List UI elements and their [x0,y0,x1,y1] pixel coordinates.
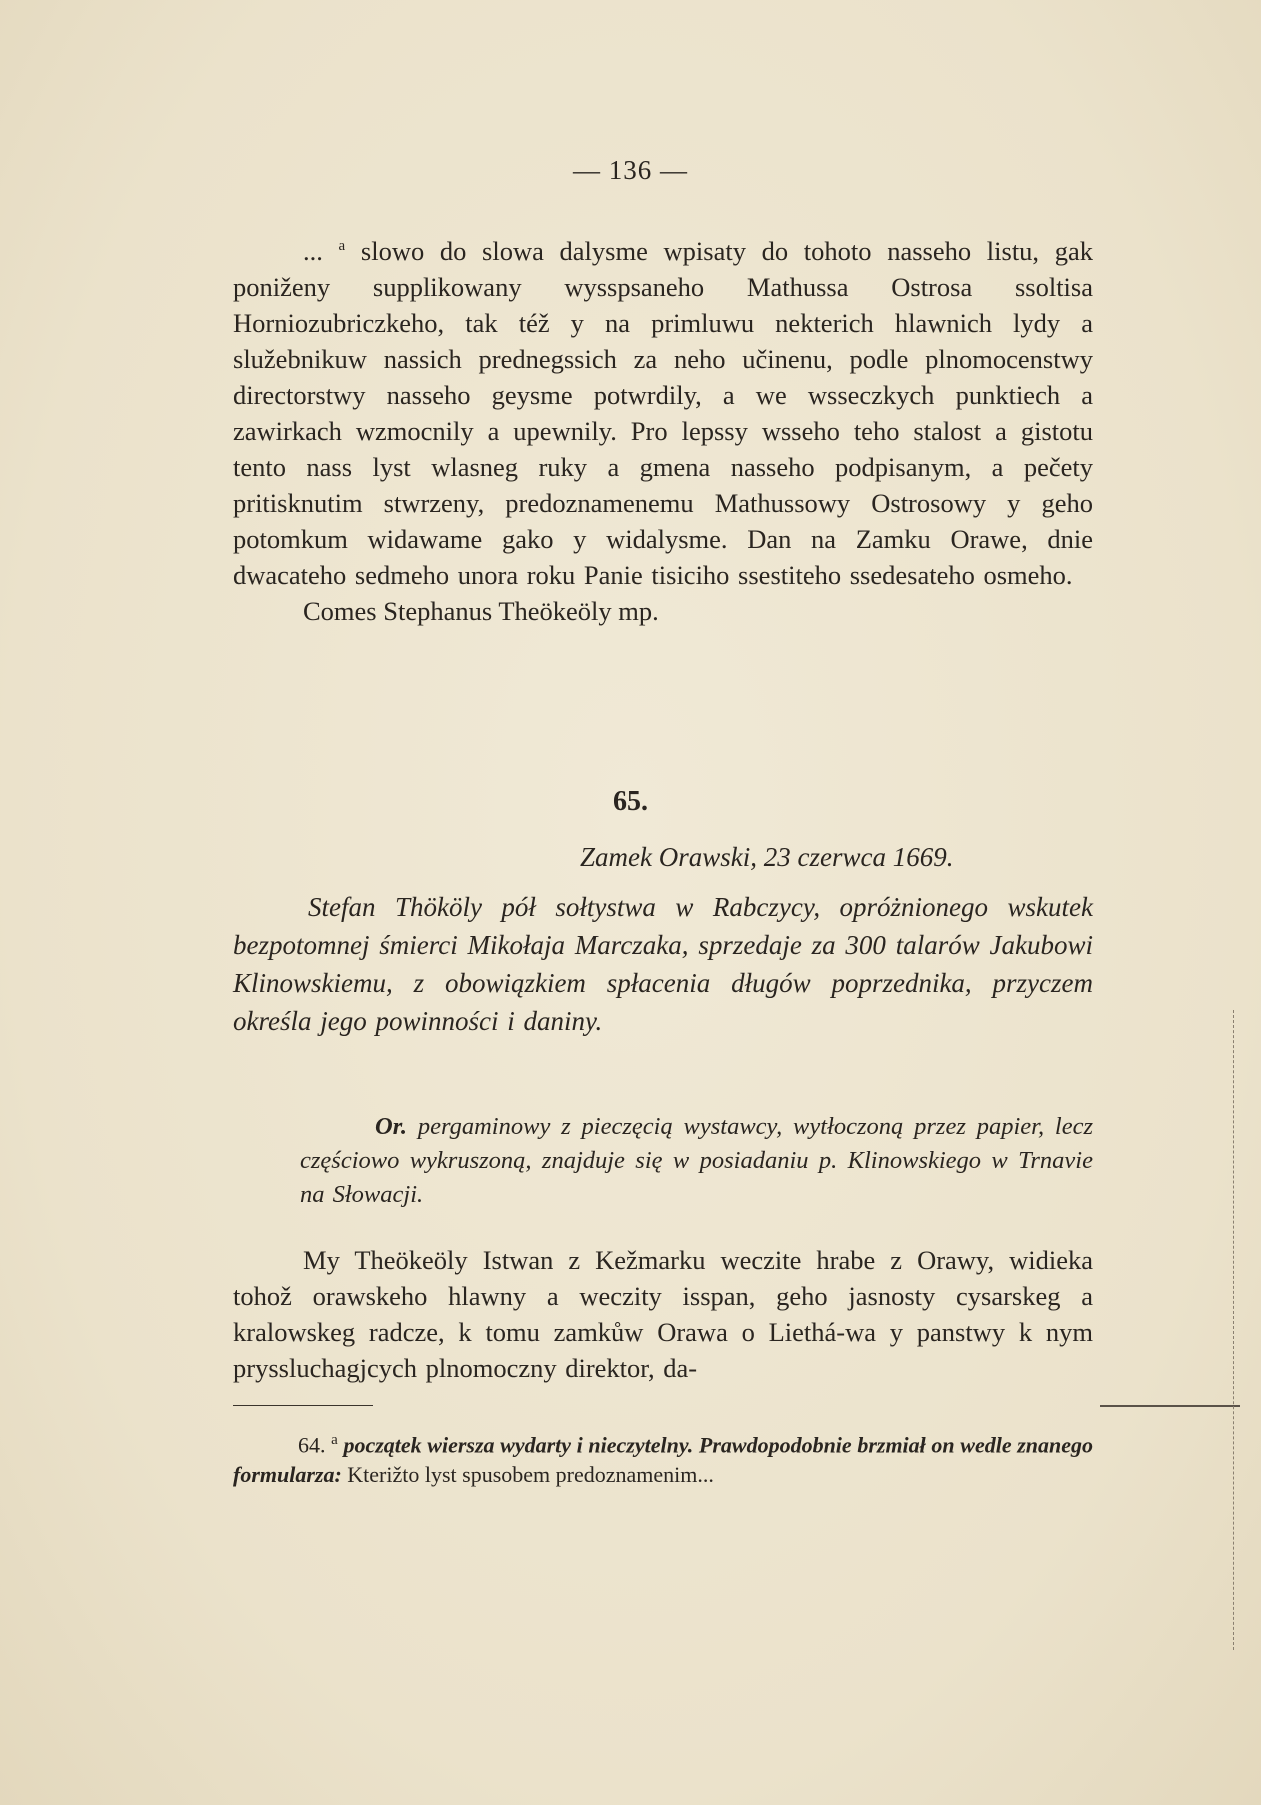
continuation-text [233,228,1093,629]
continuation-paragraph [233,228,1093,593]
document-summary: Stefan Thököly pół sołtystwa w Rabczycy, opróżnionego wskutek bezpotomnej śmierci Mikołaja Marczaka, sprzedaje za 300 talarów Jakubowi Klinowskiemu, z obowiązkiem spłacenia długów poprzednika, przyczem określa jego powinności i daniny. [233,892,1093,1036]
page-number: — 136 — [573,155,688,185]
footnote-marker: a [338,238,346,254]
document-body-paragraph: My Theökeöly Istwan z Kežmarku weczite hrabe z Orawy, widieka tohož orawskeho hlawny a weczity isspan, geho jasnosty cysarskeg a kralowskeg radcze, k tomu zamkůw Orawa o Liethá-wa y panstwy k nym pryssluchagjcych plnomoczny direktor, da- [233,1245,1093,1383]
page-edge-line [1233,1010,1234,1650]
place-date: Zamek Orawski, 23 czerwca 1669. [580,842,954,872]
page-edge-mark [1100,1405,1240,1407]
signature: Comes Stephanus Theökeöly mp. [303,595,659,626]
source-text: pergaminowy z pieczęcią wystawcy, wytłoczoną przez papier, lecz częściowo wykruszoną, znajduje się w posiadaniu p. Klinowskiego w Trnavie na Słowacji. [300,1113,1093,1208]
footnote-italic-text: początek wiersza wydarty i nieczytelny. Prawdopodobnie brzmiał on wedle znanego formularza: [233,1432,1094,1488]
document-number: 65. [613,786,648,817]
document-body [233,1242,1093,1386]
source-label: Or. [375,1113,408,1140]
footnote-plain-text: Kterižto lyst spusobem predoznamenim... [347,1462,714,1488]
continuation-body: slowo do slowa dalysme wpisaty do tohoto nasseho listu, gak poniženy supplikowany wysspsaneho Mathussa Ostrosa ssoltisa Horniozubriczkeho, tak též y na primluwu nekterich hlawnich lydy a služebnikuw nassich prednegssich za neho učinenu, podle plnomocenstwy directorstwy nasseho geysme potwrdily, a we wsseczkych punktiech a zawirkach wzmocnily a upewnily. Pro lepssy wsseho teho stalost a gistotu tento nass lyst wlasneg ruky a gmena nasseho podpisanym, a pečety pritisknutim stwrzeny, predoznamenemu Mathussowy Ostrosowy y geho potomkum widawame gako y widalysme. Dan na Zamku Orawe, dnie dwacateho sedmeho unora roku Panie tisiciho ssestiteho ssedesateho osmeho. [233,235,1093,590]
footnote [233,1425,1093,1490]
footnote-number: 64. [298,1432,326,1458]
continuation-lead: ... [303,235,323,266]
footnote-sup: a [331,1432,338,1448]
source-note [300,1110,1093,1212]
footnote-divider [233,1405,373,1406]
